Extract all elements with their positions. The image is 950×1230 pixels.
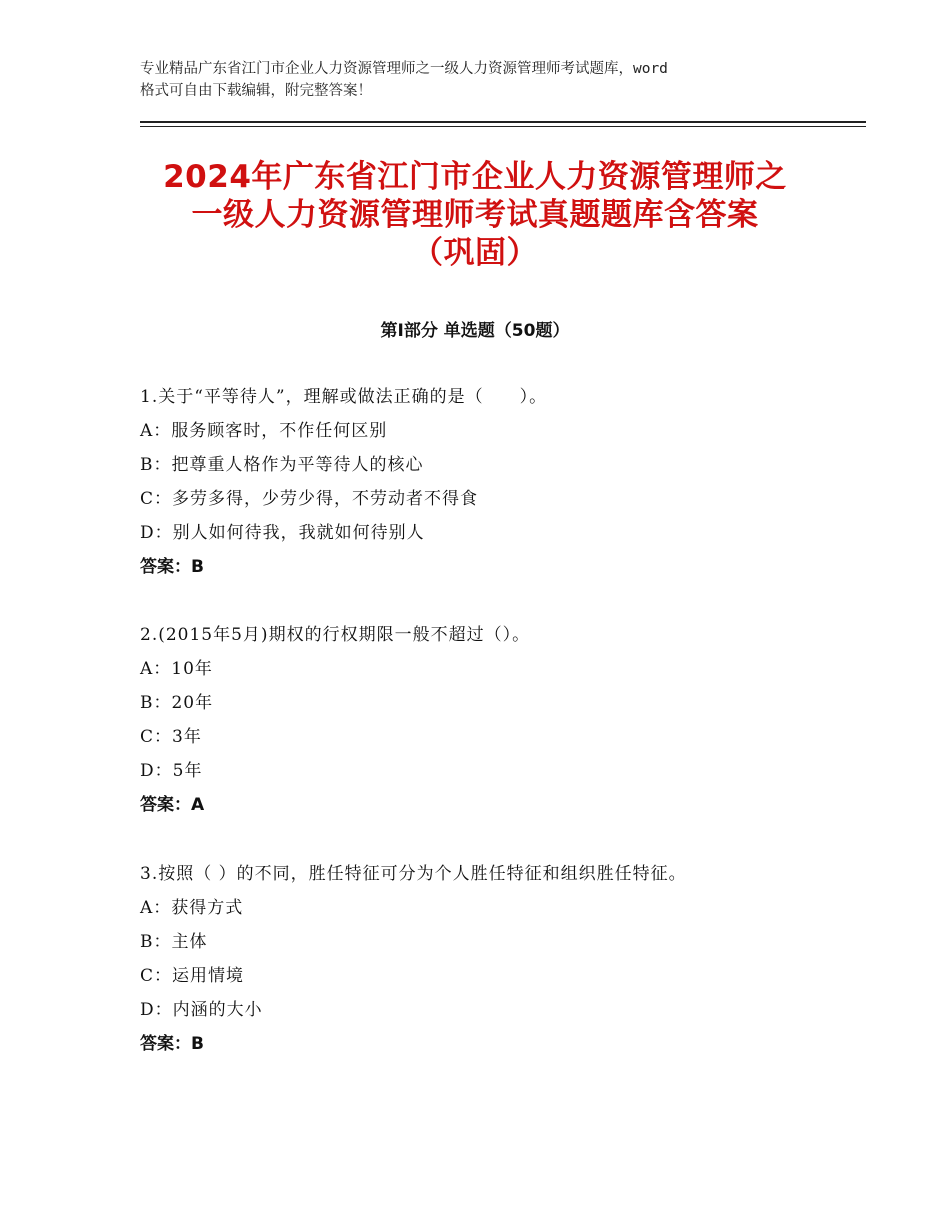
- header-note-line-2: 格式可自由下载编辑，附完整答案！: [140, 83, 372, 99]
- option-b: B：把尊重人格作为平等待人的核心: [140, 455, 424, 475]
- title-line-1: 2024年广东省江门市企业人力资源管理师之: [163, 159, 787, 195]
- option-a: A：服务顾客时，不作任何区别: [140, 421, 388, 441]
- option-d: D：内涵的大小: [140, 1000, 263, 1020]
- option-a: A：10年: [140, 659, 213, 679]
- option-c: C：3年: [140, 727, 202, 747]
- option-b: B：20年: [140, 693, 214, 713]
- section-heading: 第Ⅰ部分 单选题（50题）: [380, 321, 570, 341]
- title-line-2: 一级人力资源管理师考试真题题库含答案: [191, 197, 759, 233]
- answer-key: 答案：A: [140, 795, 205, 815]
- header-note: [140, 58, 830, 102]
- option-c: C：多劳多得，少劳少得，不劳动者不得食: [140, 489, 479, 509]
- header-divider-thick: [140, 121, 866, 123]
- question-stem: 3.按照（ ）的不同，胜任特征可分为个人胜任特征和组织胜任特征。: [140, 864, 687, 884]
- option-d: D：别人如何待我，我就如何待别人: [140, 523, 425, 543]
- option-a: A：获得方式: [140, 898, 244, 918]
- answer-key: 答案：B: [140, 1034, 204, 1054]
- option-d: D：5年: [140, 761, 203, 781]
- header-note-line-1: 专业精品广东省江门市企业人力资源管理师之一级人力资源管理师考试题库，word: [140, 61, 668, 77]
- question-stem: 2.(2015年5月)期权的行权期限一般不超过（）。: [140, 625, 531, 645]
- question-3: [140, 857, 860, 1061]
- document-title: [100, 158, 850, 272]
- option-b: B：主体: [140, 932, 208, 952]
- answer-key: 答案：B: [140, 557, 204, 577]
- option-c: C：运用情境: [140, 966, 245, 986]
- title-line-3: （巩固）: [412, 235, 538, 271]
- question-1: [140, 380, 860, 584]
- question-stem: 1.关于“平等待人”，理解或做法正确的是（ ）。: [140, 387, 548, 407]
- question-2: [140, 618, 860, 822]
- header-divider-thin: [140, 126, 866, 127]
